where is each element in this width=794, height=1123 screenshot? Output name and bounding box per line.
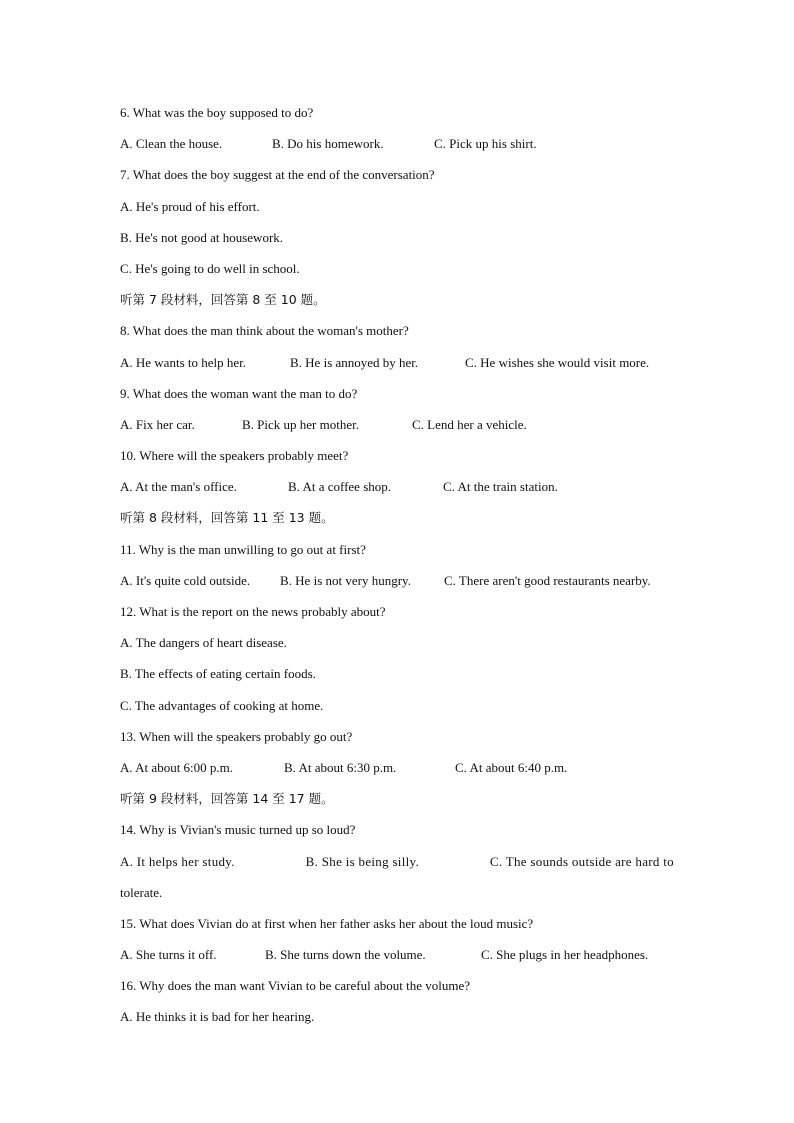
option-8c: C. He wishes she would visit more. (465, 354, 650, 370)
option-12b: B. The effects of eating certain foods. (120, 666, 316, 682)
option-9b: B. Pick up her mother. (242, 416, 359, 432)
question-16: 16. Why does the man want Vivian to be careful about the volume? (120, 978, 471, 994)
question-6-options (120, 134, 680, 165)
question-9-options (120, 415, 680, 446)
question-8-options (120, 353, 680, 384)
question-14: 14. Why is Vivian's music turned up so loud? (120, 822, 356, 838)
option-13b: B. At about 6:30 p.m. (284, 759, 397, 775)
option-12c: C. The advantages of cooking at home. (120, 697, 324, 713)
question-15: 15. What does Vivian do at first when her father asks her about the loud music? (120, 915, 534, 931)
option-6a: A. Clean the house. (120, 136, 223, 152)
option-11b: B. He is not very hungry. (280, 572, 411, 588)
option-15a: A. She turns it off. (120, 947, 217, 963)
question-11-options (120, 571, 680, 602)
option-10b: B. At a coffee shop. (288, 479, 392, 495)
question-10: 10. Where will the speakers probably meet? (120, 448, 349, 464)
option-16a: A. He thinks it is bad for her hearing. (120, 1009, 315, 1025)
option-12a: A. The dangers of heart disease. (120, 635, 287, 651)
option-9c: C. Lend her a vehicle. (412, 416, 527, 432)
option-11c: C. There aren't good restaurants nearby. (444, 572, 651, 588)
option-8a: A. He wants to help her. (120, 354, 247, 370)
option-13a: A. At about 6:00 p.m. (120, 759, 234, 775)
option-15b: B. She turns down the volume. (265, 947, 426, 963)
option-7c: C. He's going to do well in school. (120, 260, 300, 276)
section-heading-8: 听第 8 段材料，回答第 11 至 13 题。 (120, 510, 334, 526)
option-14c-continuation: tolerate. (120, 884, 163, 900)
option-9a: A. Fix her car. (120, 416, 195, 432)
question-8: 8. What does the man think about the woman's mother? (120, 323, 409, 339)
question-15-options (120, 945, 680, 976)
option-10c: C. At the train station. (443, 479, 558, 495)
page-content (120, 103, 680, 1039)
option-14b: B. She is being silly. (305, 853, 420, 869)
question-13-options (120, 758, 680, 789)
question-7: 7. What does the boy suggest at the end of the conversation? (120, 167, 435, 183)
question-14-options (120, 852, 674, 883)
option-14a: A. It helps her study. (120, 853, 235, 869)
section-heading-7: 听第 7 段材料，回答第 8 至 10 题。 (120, 292, 326, 308)
option-11a: A. It's quite cold outside. (120, 572, 251, 588)
question-13: 13. When will the speakers probably go out? (120, 728, 353, 744)
option-6c: C. Pick up his shirt. (434, 136, 537, 152)
question-11: 11. Why is the man unwilling to go out at first? (120, 541, 366, 557)
section-heading-9: 听第 9 段材料，回答第 14 至 17 题。 (120, 791, 334, 807)
question-6: 6. What was the boy supposed to do? (120, 105, 314, 120)
option-13c: C. At about 6:40 p.m. (455, 759, 568, 775)
option-10a: A. At the man's office. (120, 479, 237, 495)
option-8b: B. He is annoyed by her. (290, 354, 419, 370)
question-10-options (120, 477, 680, 508)
question-9: 9. What does the woman want the man to do? (120, 385, 358, 401)
option-15c: C. She plugs in her headphones. (481, 947, 649, 963)
option-14c: C. The sounds outside are hard to (489, 853, 674, 869)
question-12: 12. What is the report on the news probably about? (120, 604, 386, 619)
option-6b: B. Do his homework. (272, 136, 384, 152)
option-7a: A. He's proud of his effort. (120, 198, 260, 214)
option-7b: B. He's not good at housework. (120, 229, 284, 245)
